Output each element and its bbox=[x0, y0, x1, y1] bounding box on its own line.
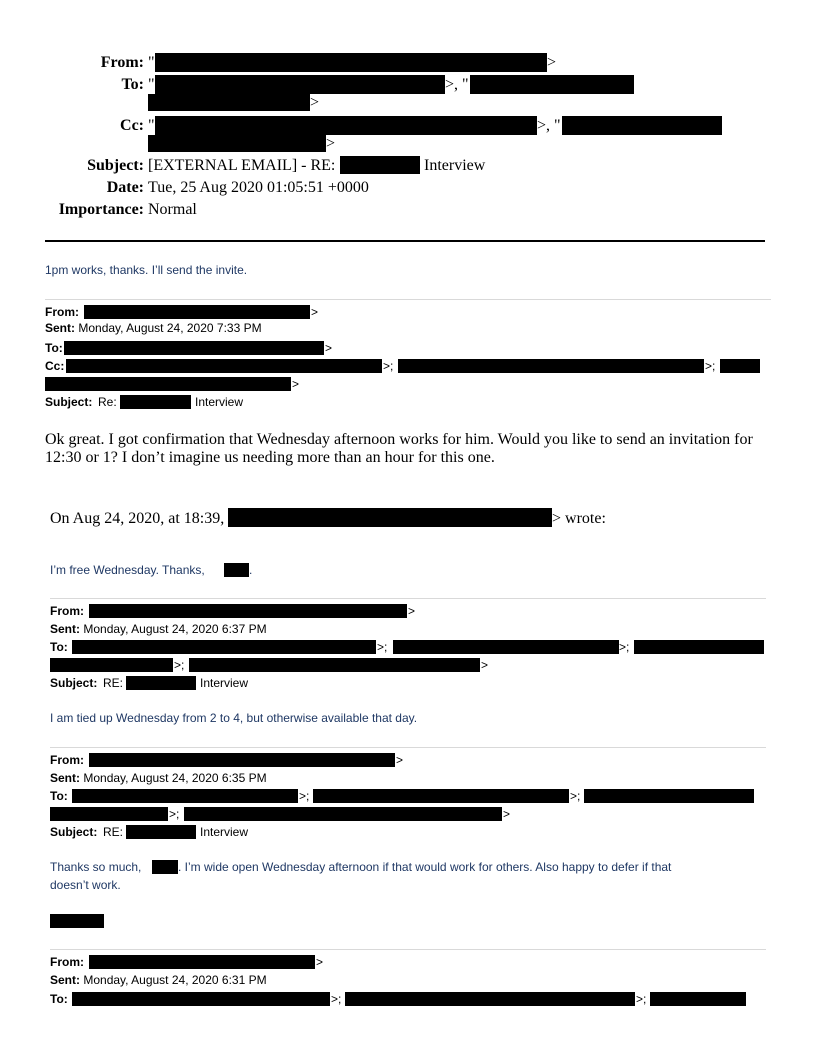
reply-text: Thanks so much, bbox=[50, 860, 142, 874]
subject-prefix: Re: bbox=[98, 395, 117, 409]
redaction bbox=[155, 53, 547, 72]
gt-mark: > bbox=[396, 753, 404, 767]
subject-label: Subject: bbox=[87, 157, 144, 174]
redaction bbox=[126, 825, 196, 839]
redaction bbox=[89, 955, 315, 969]
redaction bbox=[650, 992, 746, 1006]
subject-label: Subject: bbox=[50, 676, 98, 690]
gt-mark: > bbox=[311, 305, 319, 319]
divider bbox=[45, 299, 771, 300]
subject-prefix: RE: bbox=[103, 676, 124, 690]
comma-sep: >, " bbox=[537, 117, 561, 134]
redaction bbox=[152, 860, 178, 874]
from-label: From: bbox=[45, 305, 79, 319]
divider bbox=[50, 747, 766, 748]
sent-value: Monday, August 24, 2020 6:35 PM bbox=[83, 771, 267, 785]
subject-prefix: RE: bbox=[103, 825, 124, 839]
redaction bbox=[72, 789, 298, 803]
date-label: Date: bbox=[106, 179, 144, 196]
sent-value: Monday, August 24, 2020 6:37 PM bbox=[83, 622, 267, 636]
sep: >; bbox=[299, 789, 310, 803]
subject-tail: Interview bbox=[200, 676, 249, 690]
sent-value: Monday, August 24, 2020 6:31 PM bbox=[83, 973, 267, 987]
redaction bbox=[470, 75, 634, 94]
sep: >; bbox=[570, 789, 581, 803]
sent-label: Sent: bbox=[50, 622, 80, 636]
cc-label: Cc: bbox=[120, 117, 144, 134]
redaction bbox=[340, 156, 420, 174]
gt-mark: > bbox=[503, 807, 511, 821]
gt-mark: > bbox=[292, 377, 300, 391]
redaction bbox=[64, 341, 324, 355]
comma-sep: >, " bbox=[445, 76, 469, 93]
divider bbox=[50, 949, 766, 950]
from-label: From: bbox=[50, 955, 84, 969]
gt-mark: > bbox=[547, 54, 557, 71]
to-label: To: bbox=[50, 992, 68, 1006]
subject-tail: Interview bbox=[200, 825, 249, 839]
gt-mark: > bbox=[326, 135, 336, 152]
redaction bbox=[126, 676, 196, 690]
redaction bbox=[50, 914, 104, 928]
redaction bbox=[345, 992, 635, 1006]
quote-mark: " bbox=[148, 76, 155, 93]
sent-line bbox=[50, 973, 267, 987]
subject-label: Subject: bbox=[50, 825, 98, 839]
gt-mark: > bbox=[310, 94, 320, 111]
from-label: From: bbox=[50, 753, 84, 767]
sent-label: Sent: bbox=[45, 321, 75, 335]
redaction bbox=[562, 116, 722, 135]
redaction bbox=[45, 377, 291, 391]
subject-tail: Interview bbox=[195, 395, 244, 409]
quote-mark: " bbox=[148, 54, 155, 71]
subject-tail: Interview bbox=[424, 157, 486, 174]
reply-text: 1pm works, thanks. I’ll send the invite. bbox=[45, 263, 248, 277]
gt-mark: > bbox=[481, 658, 489, 672]
redaction bbox=[72, 992, 330, 1006]
redaction bbox=[184, 807, 502, 821]
redaction bbox=[89, 604, 407, 618]
quote-mark: " bbox=[148, 117, 155, 134]
to-label: To: bbox=[50, 789, 68, 803]
reply-text: I’m free Wednesday. Thanks, bbox=[50, 563, 205, 577]
reply-text: doesn’t work. bbox=[50, 878, 121, 892]
period: . bbox=[249, 563, 253, 577]
redaction bbox=[189, 658, 480, 672]
message-body: Ok great. I got confirmation that Wednesday afternoon works for him. Would you like to send an invitation for 12:30 or 1? I don’t imagine us needing more than an hour for this one. bbox=[45, 431, 753, 466]
divider bbox=[50, 598, 766, 599]
header-divider bbox=[45, 240, 765, 242]
sep: >; bbox=[705, 359, 716, 373]
importance-label: Importance: bbox=[58, 201, 144, 218]
to-label: To: bbox=[45, 341, 63, 355]
redaction bbox=[393, 640, 619, 654]
sent-label: Sent: bbox=[50, 973, 80, 987]
sent-line bbox=[50, 771, 267, 785]
redaction bbox=[313, 789, 569, 803]
sent-value: Monday, August 24, 2020 7:33 PM bbox=[78, 321, 262, 335]
date-value: Tue, 25 Aug 2020 01:05:51 +0000 bbox=[148, 179, 369, 196]
redaction bbox=[228, 508, 552, 527]
reply-text: I am tied up Wednesday from 2 to 4, but otherwise available that day. bbox=[50, 711, 418, 725]
from-label: From: bbox=[50, 604, 84, 618]
redaction bbox=[89, 753, 395, 767]
on-wrote-suffix: > wrote: bbox=[552, 510, 606, 527]
redaction bbox=[148, 135, 326, 152]
cc-label: Cc: bbox=[45, 359, 65, 373]
redaction bbox=[148, 94, 310, 111]
sep: >; bbox=[619, 640, 630, 654]
redaction bbox=[398, 359, 704, 373]
reply-text: . I’m wide open Wednesday afternoon if that would work for others. Also happy to defer if that bbox=[178, 860, 672, 874]
gt-mark: > bbox=[325, 341, 333, 355]
from-label: From: bbox=[100, 54, 144, 71]
sep: >; bbox=[383, 359, 394, 373]
redaction bbox=[50, 658, 173, 672]
redaction bbox=[224, 563, 249, 577]
sent-line bbox=[45, 321, 262, 335]
gt-mark: > bbox=[408, 604, 416, 618]
on-wrote-prefix: On Aug 24, 2020, at 18:39, bbox=[50, 510, 225, 527]
redaction bbox=[584, 789, 754, 803]
redaction bbox=[155, 116, 537, 135]
redaction bbox=[120, 395, 191, 409]
to-label: To: bbox=[121, 76, 144, 93]
sep: >; bbox=[174, 658, 185, 672]
redaction bbox=[84, 305, 310, 319]
importance-value: Normal bbox=[148, 201, 197, 218]
sep: >; bbox=[636, 992, 647, 1006]
sep: >; bbox=[377, 640, 388, 654]
sep: >; bbox=[169, 807, 180, 821]
redaction bbox=[72, 640, 376, 654]
subject-label: Subject: bbox=[45, 395, 93, 409]
gt-mark: > bbox=[316, 955, 324, 969]
redaction bbox=[634, 640, 764, 654]
sep: >; bbox=[331, 992, 342, 1006]
redaction bbox=[720, 359, 760, 373]
redaction bbox=[66, 359, 382, 373]
sent-line bbox=[50, 622, 267, 636]
sent-label: Sent: bbox=[50, 771, 80, 785]
subject-value: [EXTERNAL EMAIL] - RE: bbox=[148, 157, 336, 174]
redaction bbox=[50, 807, 168, 821]
to-label: To: bbox=[50, 640, 68, 654]
redaction bbox=[155, 75, 445, 94]
